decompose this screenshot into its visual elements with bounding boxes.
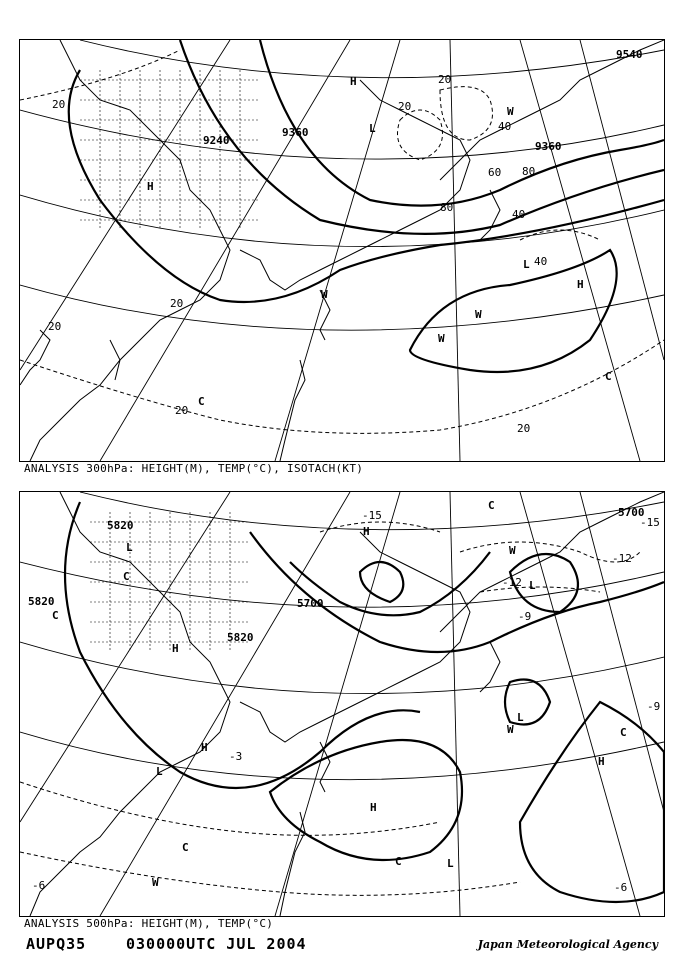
agency-name: Japan Meteorological Agency [477,938,658,951]
bulletin-code: AUPQ35 [26,935,87,953]
svg-text:H: H [172,642,179,655]
svg-text:H: H [363,525,370,538]
svg-text:W: W [507,105,514,118]
svg-text:L: L [517,711,524,724]
svg-text:5820: 5820 [28,595,55,608]
svg-text:L: L [156,765,163,778]
isotachs [20,50,664,433]
valid-time: 030000UTC JUL 2004 [126,935,307,953]
svg-text:C: C [123,570,130,583]
svg-text:W: W [152,876,159,889]
svg-text:9540: 9540 [616,48,643,61]
svg-text:20: 20 [170,297,184,310]
svg-text:H: H [577,278,584,291]
svg-text:H: H [201,741,208,754]
svg-text:W: W [475,308,482,321]
svg-text:-9: -9 [518,610,532,623]
svg-text:C: C [198,395,205,408]
svg-text:C: C [620,726,627,739]
svg-text:W: W [321,288,328,301]
svg-text:-6: -6 [614,881,628,894]
svg-text:20: 20 [175,404,189,417]
svg-text:L: L [447,857,454,870]
svg-text:H: H [598,755,605,768]
svg-text:-3: -3 [229,750,243,763]
svg-text:L: L [126,541,133,554]
svg-text:20: 20 [398,100,412,113]
svg-text:20: 20 [52,98,66,111]
svg-text:40: 40 [498,120,512,133]
svg-text:-15: -15 [640,516,660,529]
svg-text:H: H [350,75,357,88]
svg-text:40: 40 [512,208,526,221]
svg-text:9360: 9360 [535,140,562,153]
svg-text:80: 80 [522,165,536,178]
svg-text:L: L [523,258,530,271]
svg-text:C: C [605,370,612,383]
svg-text:C: C [488,499,495,512]
svg-text:5700: 5700 [618,506,645,519]
map-500hpa [20,492,664,916]
svg-text:80: 80 [440,201,454,214]
svg-text:5820: 5820 [107,519,134,532]
svg-text:9360: 9360 [282,126,309,139]
svg-text:L: L [369,122,376,135]
map-300hpa [20,40,664,461]
svg-text:60: 60 [488,166,502,179]
caption-500hpa: ANALYSIS 500hPa: HEIGHT(M), TEMP(°C) [24,917,274,930]
coastlines [30,492,664,916]
svg-text:W: W [438,332,445,345]
svg-text:C: C [182,841,189,854]
svg-text:H: H [147,180,154,193]
svg-text:20: 20 [438,73,452,86]
svg-text:W: W [507,723,514,736]
svg-text:-6: -6 [32,879,46,892]
svg-text:C: C [52,609,59,622]
svg-text:5820: 5820 [227,631,254,644]
svg-text:W: W [509,544,516,557]
svg-text:40: 40 [534,255,548,268]
hatched-region [90,512,250,652]
chart-500hpa [19,491,665,917]
svg-text:5700: 5700 [297,597,324,610]
svg-text:C: C [395,855,402,868]
svg-text:-12: -12 [502,576,522,589]
map-labels-300 [48,48,643,435]
svg-text:L: L [529,579,536,592]
coastlines [20,40,664,461]
svg-text:9240: 9240 [203,134,230,147]
svg-text:-9: -9 [647,700,661,713]
svg-text:-12: -12 [612,552,632,565]
caption-300hpa: ANALYSIS 300hPa: HEIGHT(M), TEMP(°C), ISOTACH(KT) [24,462,364,475]
svg-text:-15: -15 [362,509,382,522]
graticule [20,40,664,461]
svg-text:H: H [370,801,377,814]
svg-text:20: 20 [517,422,531,435]
chart-300hpa [19,39,665,462]
svg-text:20: 20 [48,320,62,333]
